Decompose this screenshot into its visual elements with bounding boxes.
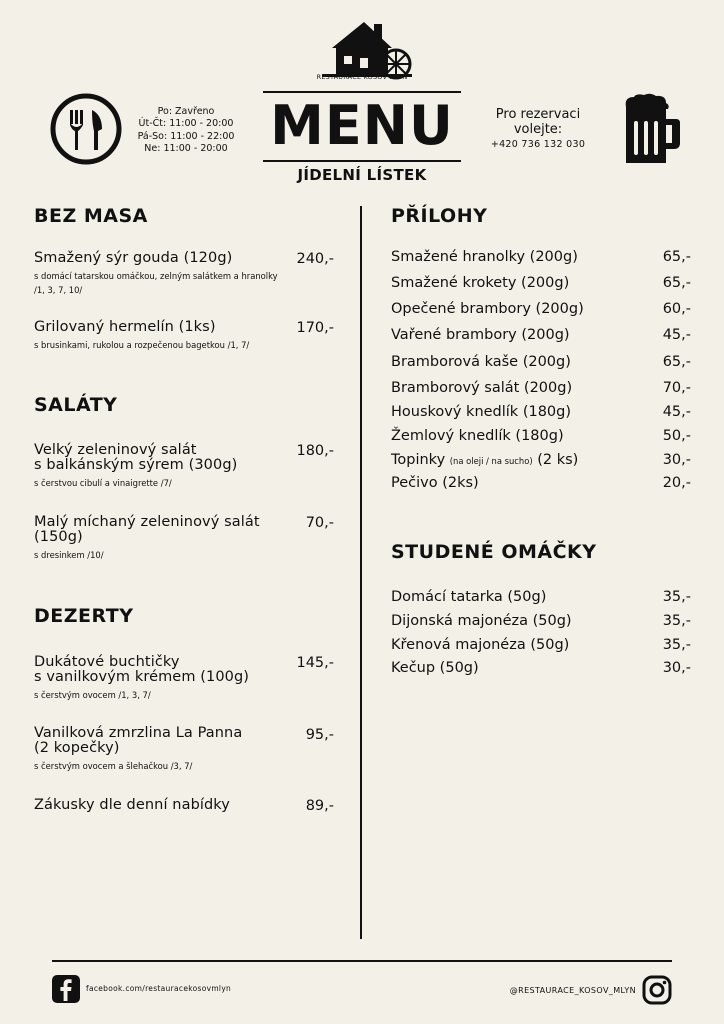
side-dish-row (391, 327, 691, 347)
item-desc: s dresinkem /10/ (34, 550, 104, 560)
item-price: 30,- (662, 452, 691, 468)
section-title-salaty: SALÁTY (34, 394, 118, 416)
side-dish-row (391, 249, 691, 269)
menu-item (34, 320, 249, 352)
hours-line: Út-Čt: 11:00 - 20:00 (138, 118, 234, 130)
item-price: 35,- (662, 637, 691, 653)
menu-item (34, 515, 260, 562)
section-title-prilohy: PŘÍLOHY (391, 205, 488, 227)
item-price: 240,- (296, 251, 334, 267)
item-name-line: s balkánským sýrem (300g) (34, 457, 238, 473)
item-name: Kečup (50g) (391, 660, 479, 676)
logo-text: RESTAURACE KOSOV MLYN (316, 73, 408, 81)
item-price: 35,- (662, 589, 691, 605)
item-price: 20,- (662, 475, 691, 491)
item-name: Smažený sýr gouda (120g) (34, 250, 233, 266)
item-desc-line: s domácí tatarskou omáčkou, zelným salátkem a hranolky (34, 271, 278, 281)
menu-item (34, 726, 242, 773)
menu-item (34, 798, 230, 813)
section-title-bez-masa: BEZ MASA (34, 205, 148, 227)
item-price: 145,- (296, 655, 334, 671)
opening-hours (130, 106, 242, 155)
side-dish-row (391, 428, 691, 448)
item-name: Pečivo (2ks) (391, 475, 479, 491)
menu-item (34, 251, 278, 297)
sauce-row (391, 589, 691, 609)
side-dish-row (391, 301, 691, 321)
phone-number[interactable]: +420 736 132 030 (490, 139, 586, 150)
cutlery-icon (50, 93, 122, 165)
item-name-suffix: (2 ks) (537, 452, 579, 468)
menu-subtitle: JÍDELNÍ LÍSTEK (297, 166, 427, 184)
item-name: Topinky (391, 452, 446, 468)
facebook-link[interactable]: facebook.com/restauracekosovmlyn (86, 984, 232, 993)
item-price: 65,- (662, 249, 691, 265)
item-desc-line: /1, 3, 7, 10/ (34, 285, 83, 295)
section-title-omacky: STUDENÉ OMÁČKY (391, 541, 597, 563)
item-name: Bramborový salát (200g) (391, 380, 573, 396)
item-name: Zákusky dle denní nabídky (34, 797, 230, 813)
item-name: Smažené hranolky (200g) (391, 249, 578, 265)
reservation-text (478, 107, 598, 137)
column-divider (360, 206, 362, 939)
side-dish-row (391, 354, 691, 374)
side-dish-row (391, 452, 691, 472)
item-note: (na oleji / na sucho) (449, 456, 533, 466)
title-rule-bottom (263, 160, 461, 162)
item-price: 30,- (662, 660, 691, 676)
item-price: 95,- (305, 727, 334, 743)
side-dish-row (391, 380, 691, 400)
item-name: Dijonská majonéza (50g) (391, 613, 572, 629)
item-name: Opečené brambory (200g) (391, 301, 584, 317)
item-name-line: (150g) (34, 529, 83, 545)
item-price: 70,- (662, 380, 691, 396)
item-desc: s čerstvým ovocem /1, 3, 7/ (34, 690, 151, 700)
item-price: 65,- (662, 275, 691, 291)
menu-item (34, 655, 249, 702)
hours-line: Pá-So: 11:00 - 22:00 (137, 130, 235, 142)
item-name: Křenová majonéza (50g) (391, 637, 570, 653)
item-price: 60,- (662, 301, 691, 317)
hours-line: Ne: 11:00 - 20:00 (144, 142, 228, 154)
item-price: 45,- (662, 404, 691, 420)
menu-title: MENU (270, 94, 454, 157)
title-rule-top (263, 91, 461, 93)
section-title-dezerty: DEZERTY (34, 605, 134, 627)
menu-item (34, 443, 237, 490)
instagram-handle[interactable]: @RESTAURACE_KOSOV_MLYN (509, 986, 636, 995)
reservation-line: volejte: (513, 122, 563, 137)
item-name-line: Velký zeleninový salát (34, 442, 197, 458)
item-name: Žemlový knedlík (180g) (391, 428, 564, 444)
item-price: 65,- (662, 354, 691, 370)
item-name-line: Malý míchaný zeleninový salát (34, 514, 260, 530)
item-price: 35,- (662, 613, 691, 629)
item-price: 170,- (296, 320, 334, 336)
item-name-line: (2 kopečky) (34, 740, 120, 756)
side-dish-row (391, 475, 691, 495)
facebook-icon[interactable] (52, 975, 80, 1003)
item-name: Smažené krokety (200g) (391, 275, 570, 291)
item-desc: s čerstvým ovocem a šlehačkou /3, 7/ (34, 761, 193, 771)
footer-rule (52, 960, 672, 962)
item-name-line: Vanilková zmrzlina La Panna (34, 725, 243, 741)
item-desc (34, 269, 278, 297)
sauce-row (391, 660, 691, 680)
item-desc: s brusinkami, rukolou a rozpečenou bagetkou /1, 7/ (34, 340, 250, 350)
item-name: Houskový knedlík (180g) (391, 404, 572, 420)
item-desc: s čerstvou cibulí a vinaigrette /7/ (34, 478, 172, 488)
item-name: Bramborová kaše (200g) (391, 354, 571, 370)
item-price: 89,- (305, 798, 334, 814)
item-price: 180,- (296, 443, 334, 459)
item-name: Grilovaný hermelín (1ks) (34, 319, 216, 335)
item-name-line: s vanilkovým krémem (100g) (34, 669, 250, 685)
reservation-line: Pro rezervaci (495, 107, 581, 122)
item-name: Vařené brambory (200g) (391, 327, 570, 343)
side-dish-row (391, 275, 691, 295)
beer-mug-icon (622, 93, 682, 165)
item-price: 50,- (662, 428, 691, 444)
item-name-line: Dukátové buchtičky (34, 654, 180, 670)
side-dish-row (391, 404, 691, 424)
sauce-row (391, 637, 691, 657)
item-name-group (391, 452, 578, 468)
hours-line: Po: Zavřeno (157, 106, 215, 117)
item-price: 70,- (305, 515, 334, 531)
instagram-icon[interactable] (642, 975, 672, 1005)
item-price: 45,- (662, 327, 691, 343)
item-name: Domácí tatarka (50g) (391, 589, 547, 605)
sauce-row (391, 613, 691, 633)
